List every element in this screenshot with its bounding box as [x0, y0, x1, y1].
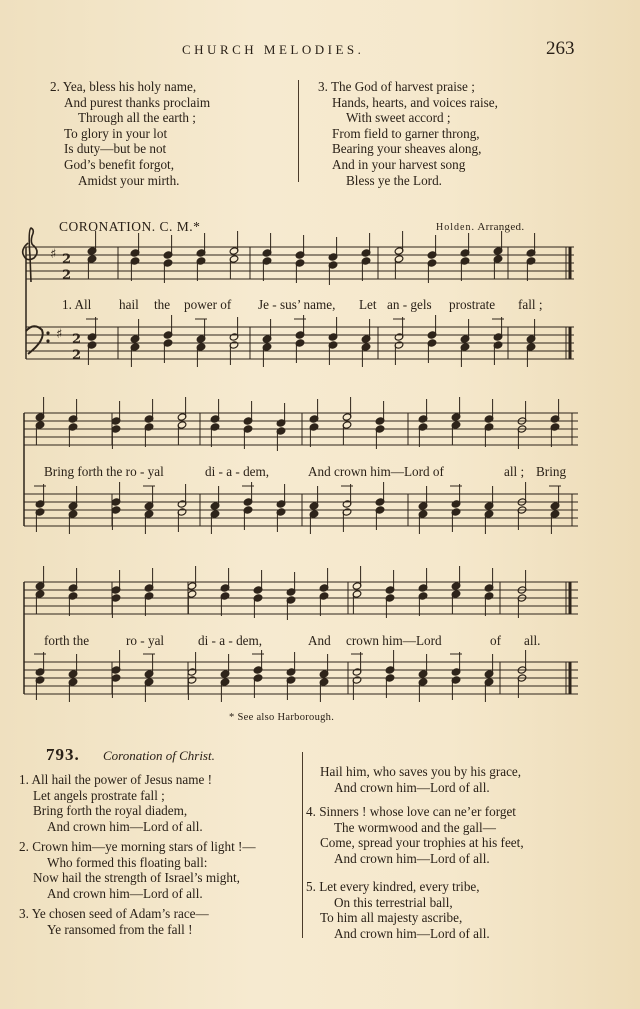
lyric-syllable: prostrate [449, 297, 496, 312]
verse-line: The wormwood and the gall— [334, 819, 496, 835]
verse-line: And crown him—Lord of all. [47, 885, 203, 901]
time-signature-top: 2 [72, 332, 82, 347]
lyric-syllable: the [154, 297, 171, 312]
lyric-syllable: all ; [504, 464, 525, 479]
verse-line: 5. Let every kindred, every tribe, [306, 879, 480, 894]
composer-name: Holden. [436, 222, 475, 233]
lyric-syllable: power of [184, 297, 232, 312]
lyric-syllable: And [308, 633, 331, 648]
verse-line: And crown him—Lord of all. [334, 925, 490, 941]
verse-line: Come, spread your trophies at his feet, [320, 835, 524, 851]
stanza-line: Bless ye the Lord. [346, 172, 442, 188]
stanza-line: Is duty—but be not [64, 141, 167, 157]
lyric-syllable: all. [524, 633, 541, 648]
stanza-line: And in your harvest song [332, 156, 466, 172]
time-signature-bottom: 2 [62, 268, 72, 283]
lyric-syllable: Bring forth the ro - yal [44, 464, 164, 479]
verse-line: On this terrestrial ball, [334, 894, 453, 910]
verse-line: To him all majesty ascribe, [320, 910, 463, 926]
verse-line: 1. All hail the power of Jesus name ! [19, 772, 213, 787]
footnote: * See also Harborough. [229, 712, 335, 723]
verse-line: And crown him—Lord of all. [334, 850, 490, 866]
running-title: CHURCH MELODIES. [182, 42, 365, 57]
sharp-icon: ♯ [56, 327, 63, 342]
lyric-syllable: di - a - dem, [198, 633, 263, 648]
bass-clef-dot [46, 339, 49, 342]
verse-line: 3. Ye chosen seed of Adam’s race— [19, 906, 209, 921]
lyric-syllable: Let [359, 297, 377, 312]
tune-title: CORONATION. C. M.* [59, 219, 201, 234]
verse-line: And crown him—Lord of all. [334, 779, 490, 795]
hymn-verse-2 [19, 839, 256, 901]
stanza-line: 3. The God of harvest praise ; [318, 79, 475, 94]
hymn-title: Coronation of Christ. [103, 748, 215, 763]
arrangement-note: Arranged. [477, 221, 525, 233]
stanza-line: 2. Yea, bless his holy name, [50, 79, 197, 94]
lyric-syllable: an - gels [387, 297, 432, 312]
lyric-syllable: forth the [44, 633, 90, 648]
lyric-syllable: Bring [536, 464, 567, 479]
stanza-line: To glory in your lot [64, 125, 168, 141]
hymn-number: 793. [46, 745, 80, 764]
stanza-line: With sweet accord ; [346, 110, 451, 126]
hymn-verse-5 [306, 879, 490, 941]
lyric-syllable: di - a - dem, [205, 464, 270, 479]
bass-clef-icon [26, 326, 43, 354]
hymn-verse-3 [19, 906, 209, 937]
hymn-verse-1 [19, 772, 212, 834]
verse-line: 2. Crown him—ye morning stars of light !— [19, 839, 256, 854]
time-signature-top: 2 [62, 252, 72, 267]
lyric-syllable: of [490, 633, 501, 648]
page-number: 263 [546, 38, 575, 59]
lyric-syllable: hail [119, 297, 139, 312]
lyric-syllable: fall ; [518, 297, 543, 312]
column-divider [302, 752, 303, 938]
stanza-line: Through all the earth ; [78, 110, 196, 126]
verse-line: Now hail the strength of Israel’s might, [33, 870, 240, 886]
stanza-line: God’s benefit forgot, [64, 156, 175, 172]
verse-line: Hail him, who saves you by his grace, [320, 764, 522, 779]
stanza-line: Hands, hearts, and voices raise, [332, 94, 498, 110]
verse-line: Let angels prostrate fall ; [33, 787, 165, 803]
bass-clef-dot [46, 331, 49, 334]
verse-line: Ye ransomed from the fall ! [47, 921, 193, 937]
stanza-line: Amidst your mirth. [78, 172, 180, 188]
sharp-icon: ♯ [50, 247, 57, 262]
verse-line: Who formed this floating ball: [47, 854, 208, 870]
verse-line: 4. Sinners ! whose love can ne’er forget [306, 804, 516, 819]
stanza-line: And purest thanks proclaim [64, 94, 211, 110]
hymn-verse-4 [306, 804, 524, 866]
lyric-syllable: 1. All [62, 297, 92, 312]
stanza-line: Bearing your sheaves along, [332, 141, 482, 157]
verse-line: Bring forth the royal diadem, [33, 803, 188, 819]
lyric-syllable: ro - yal [126, 633, 165, 648]
lyric-syllable: crown him—Lord [346, 633, 442, 648]
verse-line: And crown him—Lord of all. [47, 818, 203, 834]
time-signature-bottom: 2 [72, 348, 82, 363]
stanza-line: From field to garner throng, [332, 125, 480, 141]
lyric-syllable: Je - sus’ name, [258, 297, 336, 312]
hymn-verse-3-continued [320, 764, 521, 795]
lyric-syllable: And crown him—Lord of [308, 464, 444, 479]
